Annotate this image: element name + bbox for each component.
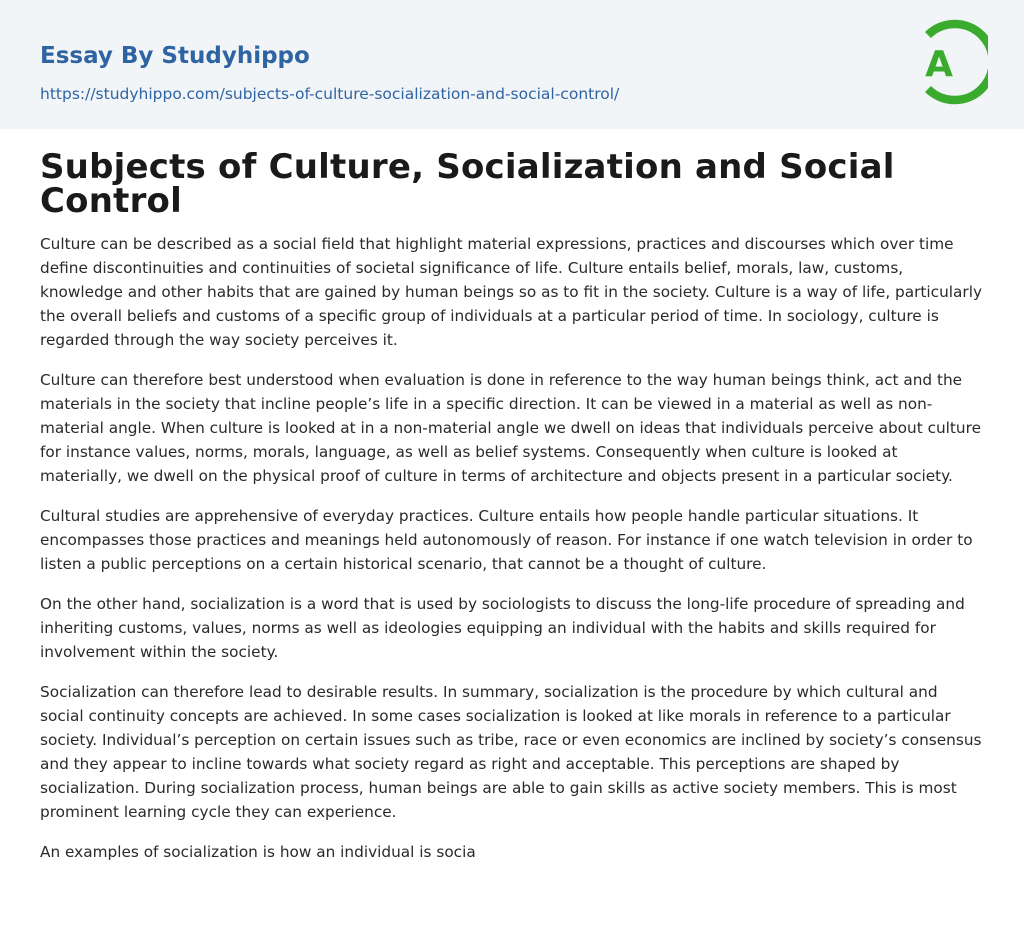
header-bar <box>0 0 1024 129</box>
page-title: Subjects of Culture, Socialization and Social Control <box>40 147 895 221</box>
article-paragraph: Cultural studies are apprehensive of everyday practices. Culture entails how people handle particular situations. It encompasses those practices and meanings held autonomously of reason. For instance if one watch television in order to listen a public perceptions on a certain historical scenario, that cannot be a thought of culture. <box>40 507 973 573</box>
studyhippo-logo-icon[interactable] <box>912 18 988 106</box>
article-paragraph: On the other hand, socialization is a word that is used by sociologists to discuss the long-life procedure of spreading and inheriting customs, values, norms as well as ideologies equipping an individual with the habits and skills required for involvement within the society. <box>40 595 965 661</box>
article-paragraph: An examples of socialization is how an individual is socia <box>40 843 476 861</box>
article-paragraph: Culture can therefore best understood when evaluation is done in reference to the way human beings think, act and the materials in the society that incline people’s life in a specific direction. It can be viewed in a material as well as non-material angle. When culture is looked at in a non-material angle we dwell on ideas that individuals perceive about culture for instance values, norms, morals, language, as well as belief systems. Consequently when culture is looked at materially, we dwell on the physical proof of culture in terms of architecture and objects present in a particular society. <box>40 371 981 485</box>
article-paragraph: Socialization can therefore lead to desirable results. In summary, socialization is the procedure by which cultural and social continuity concepts are achieved. In some cases socialization is looked at like morals in reference to a particular society. Individual’s perception on certain issues such as tribe, race or even economics are inclined by society’s consensus and they appear to incline towards what society regard as right and acceptable. This perceptions are shaped by socialization. During socialization process, human beings are able to gain skills as active society members. This is most prominent learning cycle they can experience. <box>40 683 982 821</box>
source-url-link[interactable]: https://studyhippo.com/subjects-of-culture-socialization-and-social-control/ <box>40 85 620 103</box>
brand-link[interactable]: Essay By Studyhippo <box>40 43 310 69</box>
article-content <box>40 147 984 880</box>
article-body <box>40 232 984 864</box>
logo-letter: A <box>925 44 953 85</box>
article-paragraph: Culture can be described as a social field that highlight material expressions, practices and discourses which over time define discontinuities and continuities of societal significance of life. Culture entails belief, morals, law, customs, knowledge and other habits that are gained by human beings so as to fit in the society. Culture is a way of life, particularly the overall beliefs and customs of a specific group of individuals at a particular period of time. In sociology, culture is regarded through the way society perceives it. <box>40 235 982 349</box>
